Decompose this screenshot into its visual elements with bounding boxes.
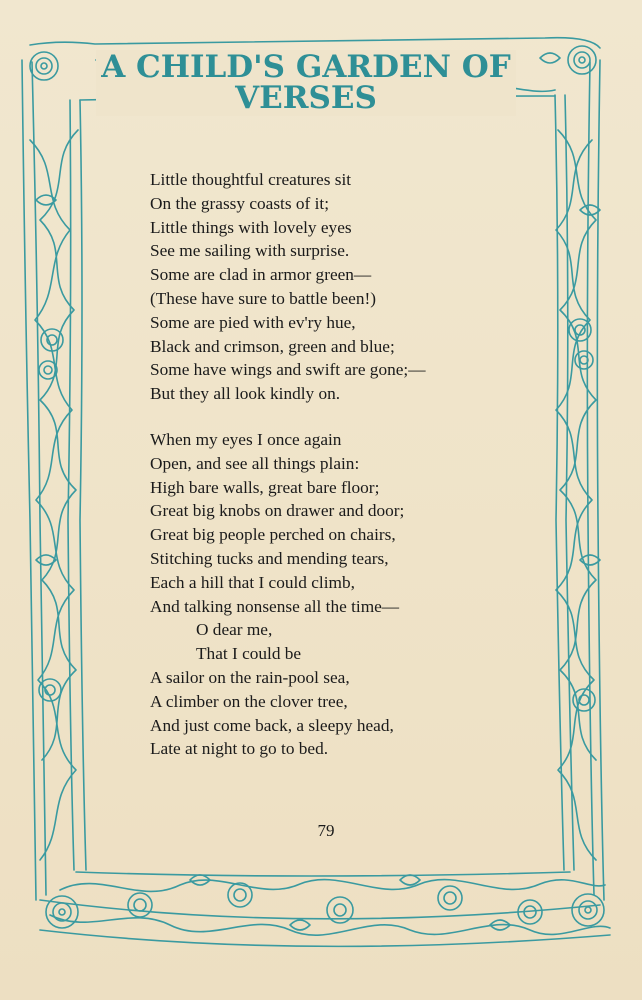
poem-line: Great big people perched on chairs, [150,525,396,545]
poem-line: Some are clad in armor green— [150,265,372,285]
page-title: A CHILD'S GARDEN OF VERSES [96,50,516,116]
poem-line: Open, and see all things plain: [150,453,360,473]
poem-line: And talking nonsense all the time— [150,596,400,616]
poem-line: And just come back, a sleepy head, [150,715,394,735]
poem-line: See me sailing with surprise. [150,241,350,261]
poem-line-indented: That I could be [196,644,302,664]
poem-line: Stitching tucks and mending tears, [150,548,389,568]
poem-line: Little things with lovely eyes [150,217,352,237]
poem-body [150,168,490,761]
poem-line: High bare walls, great bare floor; [150,477,380,497]
poem-line: Black and crimson, green and blue; [150,336,395,356]
poem-line: When my eyes I once again [150,429,342,449]
poem-line: A climber on the clover tree, [150,691,348,711]
stanza-2 [150,428,490,761]
stanza-1 [150,168,490,406]
poem-line: But they all look kindly on. [150,384,341,404]
poem-line: Late at night to go to bed. [150,739,329,759]
poem-line: A sailor on the rain-pool sea, [150,667,350,687]
poem-line: On the grassy coasts of it; [150,193,330,213]
poem-line: Each a hill that I could climb, [150,572,355,592]
poem-line: (These have sure to battle been!) [150,288,376,308]
page-number: 79 [317,821,335,840]
poem-line: Some are pied with ev'ry hue, [150,312,356,332]
poem-line: Great big knobs on drawer and door; [150,501,405,521]
poem-line: Little thoughtful creatures sit [150,170,352,189]
poem-line-indented: O dear me, [196,620,273,640]
poem-line: Some have wings and swift are gone;— [150,360,426,380]
